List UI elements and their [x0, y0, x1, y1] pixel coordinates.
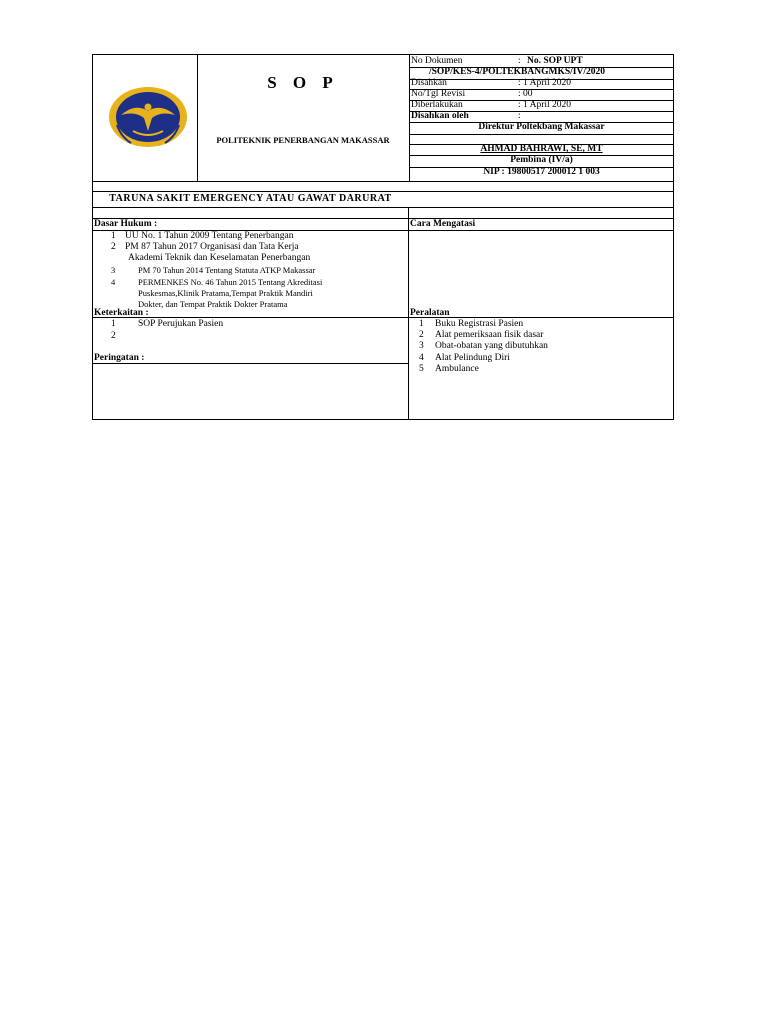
sop-title: S O P — [267, 73, 339, 92]
list-item: SOP Perujukan Pasien — [138, 319, 224, 329]
sop-subject-title: TARUNA SAKIT EMERGENCY ATAU GAWAT DARURAT — [109, 193, 392, 204]
disahkan-oleh-colon: : — [518, 111, 521, 121]
list-item: Dokter, dan Tempat Praktik Dokter Pratama — [138, 299, 288, 309]
list-item-number: 2 — [111, 242, 116, 252]
diberlakukan-label: Diberlakukan — [411, 100, 463, 110]
list-item: Ambulance — [435, 364, 479, 374]
director-title: Direktur Poltekbang Makassar — [478, 122, 605, 132]
list-item: PM 87 Tahun 2017 Organisasi dan Tata Kerja — [125, 242, 299, 252]
list-item: PM 70 Tahun 2014 Tentang Statuta ATKP Makassar — [138, 265, 316, 275]
peringatan-label: Peringatan : — [94, 353, 145, 363]
list-item-number: 1 — [111, 319, 116, 329]
no-dokumen-label: No Dokumen — [411, 56, 463, 66]
signer-name: AHMAD BAHRAWI, SE, MT — [480, 144, 603, 154]
list-item: PERMENKES No. 46 Tahun 2015 Tentang Akreditasi — [138, 277, 323, 287]
signer-rank: Pembina (IV/a) — [510, 155, 573, 165]
list-item: Alat Pelindung Diri — [435, 353, 510, 363]
cara-mengatasi-label: Cara Mengatasi — [410, 219, 476, 229]
list-item: UU No. 1 Tahun 2009 Tentang Penerbangan — [125, 231, 294, 241]
list-item-number: 2 — [111, 331, 116, 341]
divider — [93, 181, 674, 182]
list-item-number: 4 — [419, 353, 424, 363]
list-item-number: 3 — [111, 265, 116, 275]
list-item-number: 1 — [111, 231, 116, 241]
divider — [93, 191, 674, 192]
poltekbang-emblem-icon — [107, 85, 189, 149]
signer-nip: NIP : 19800517 200012 1 003 — [483, 167, 600, 177]
divider — [93, 218, 674, 219]
disahkan-oleh-label: Disahkan oleh — [411, 111, 469, 121]
sop-document — [92, 54, 674, 420]
peralatan-label: Peralatan — [410, 308, 450, 318]
divider — [409, 134, 674, 135]
disahkan-label: Disahkan — [411, 78, 447, 88]
revisi-value: : 00 — [518, 89, 533, 99]
no-dokumen-code: /SOP/KES-4/POLTEKBANGMKS/IV/2020 — [429, 67, 605, 77]
keterkaitan-label: Keterkaitan : — [94, 308, 149, 318]
diberlakukan-value: : 1 April 2020 — [518, 100, 572, 110]
list-item-number: 3 — [419, 341, 424, 351]
institution-name: POLITEKNIK PENERBANGAN MAKASSAR — [216, 135, 390, 145]
list-item-number: 2 — [419, 330, 424, 340]
disahkan-value: : 1 April 2020 — [518, 78, 572, 88]
divider — [93, 317, 674, 318]
no-dokumen-colon: : — [518, 56, 521, 66]
revisi-label: No/Tgl Revisi — [411, 89, 466, 99]
no-dokumen-value: No. SOP UPT — [527, 56, 583, 66]
list-item: Akademi Teknik dan Keselamatan Penerbangan — [128, 253, 311, 263]
dasar-hukum-label: Dasar Hukum : — [94, 219, 158, 229]
divider — [408, 207, 409, 419]
list-item: Obat-obatan yang dibutuhkan — [435, 341, 548, 351]
divider — [93, 207, 674, 208]
list-item-number: 1 — [419, 319, 424, 329]
list-item: Alat pemeriksaan fisik dasar — [435, 330, 544, 340]
list-item: Buku Registrasi Pasien — [435, 319, 524, 329]
list-item-number: 5 — [419, 364, 424, 374]
list-item: Puskesmas,Klinik Pratama,Tempat Praktik Mandiri — [138, 288, 313, 298]
list-item-number: 4 — [111, 277, 116, 287]
